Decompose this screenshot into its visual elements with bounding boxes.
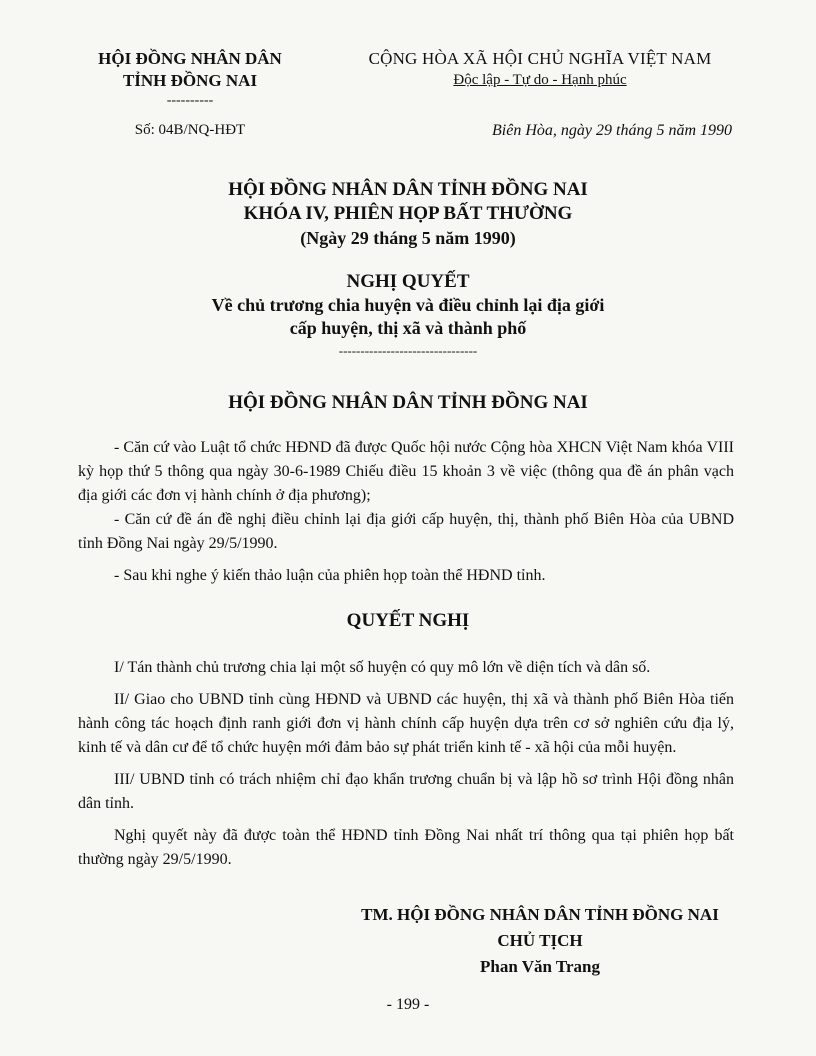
resolution-heading: NGHỊ QUYẾT <box>346 271 470 292</box>
resolution-divider: -------------------------------- <box>338 343 478 358</box>
national-header <box>330 48 750 90</box>
closing-statement: Nghị quyết này đã được toàn thể HĐND tỉnh Đồng Nai nhất trí thông qua tại phiên họp bất thường ngày 29/5/1990. <box>78 827 734 868</box>
page-number: - 199 - <box>386 996 430 1013</box>
articles <box>78 656 734 872</box>
session-title-line2: KHÓA IV, PHIÊN HỌP BẤT THƯỜNG <box>243 203 573 224</box>
resolution-subject-line1: Về chủ trương chia huyện và điều chỉnh lại địa giới <box>211 295 605 315</box>
nation-name: CỘNG HÒA XÃ HỘI CHỦ NGHĨA VIỆT NAM <box>368 49 712 68</box>
signature-position: CHỦ TỊCH <box>497 931 583 950</box>
resolution-subject-line2: cấp huyện, thị xã và thành phố <box>289 318 527 338</box>
signature-on-behalf: TM. HỘI ĐỒNG NHÂN DÂN TỈNH ĐỒNG NAI <box>361 905 719 924</box>
article-2: II/ Giao cho UBND tỉnh cùng HĐND và UBND các huyện, thị xã và thành phố Biên Hòa tiến hành công tác hoạch định ranh giới đơn vị hành chính cấp huyện dựa trên cơ sở nghiên cứu địa lý, kinh tế và dân cư để tổ chức huyện mới đảm bảo sự phát triển kinh tế - xã hội của mỗi huyện. <box>78 691 734 756</box>
session-date: (Ngày 29 tháng 5 năm 1990) <box>300 228 516 248</box>
date-line: Biên Hòa, ngày 29 tháng 5 năm 1990 <box>492 122 732 139</box>
preamble-item: - Căn cứ đề án đề nghị điều chỉnh lại địa giới cấp huyện, thị, thành phố Biên Hòa của UBND tỉnh Đồng Nai ngày 29/5/1990. <box>78 511 734 552</box>
preamble-item: - Căn cứ vào Luật tổ chức HĐND đã được Quốc hội nước Cộng hòa XHCN Việt Nam khóa VIII kỳ họp thứ 5 thông qua ngày 30-6-1989 Chiếu điều 15 khoản 3 về việc (thông qua đề án phân vạch địa giới các đơn vị hành chính ở địa phương); <box>78 439 734 504</box>
agency-header <box>70 48 310 108</box>
preamble <box>78 436 734 588</box>
article-1: I/ Tán thành chủ trương chia lại một số huyện có quy mô lớn về diện tích và dân số. <box>114 659 651 676</box>
session-title-line1: HỘI ĐỒNG NHÂN DÂN TỈNH ĐỒNG NAI <box>228 179 588 200</box>
agency-name-line1: HỘI ĐỒNG NHÂN DÂN <box>98 49 282 68</box>
signature-block <box>300 902 780 980</box>
preamble-item: - Sau khi nghe ý kiến thảo luận của phiên họp toàn thể HĐND tỉnh. <box>114 567 546 584</box>
decide-heading: QUYẾT NGHỊ <box>346 610 470 631</box>
article-3: III/ UBND tỉnh có trách nhiệm chỉ đạo khẩn trương chuẩn bị và lập hồ sơ trình Hội đồng nhân dân tỉnh. <box>78 771 734 812</box>
agency-name-line2: TỈNH ĐỒNG NAI <box>122 71 258 90</box>
resolution-title <box>60 270 756 358</box>
issuer-heading: HỘI ĐỒNG NHÂN DÂN TỈNH ĐỒNG NAI <box>228 392 588 413</box>
national-motto: Độc lập - Tự do - Hạnh phúc <box>453 72 627 88</box>
session-title <box>60 178 756 250</box>
signatory-name: Phan Văn Trang <box>480 957 600 976</box>
document-number: Số: 04B/NQ-HĐT <box>134 122 246 138</box>
agency-divider: ---------- <box>166 93 214 108</box>
